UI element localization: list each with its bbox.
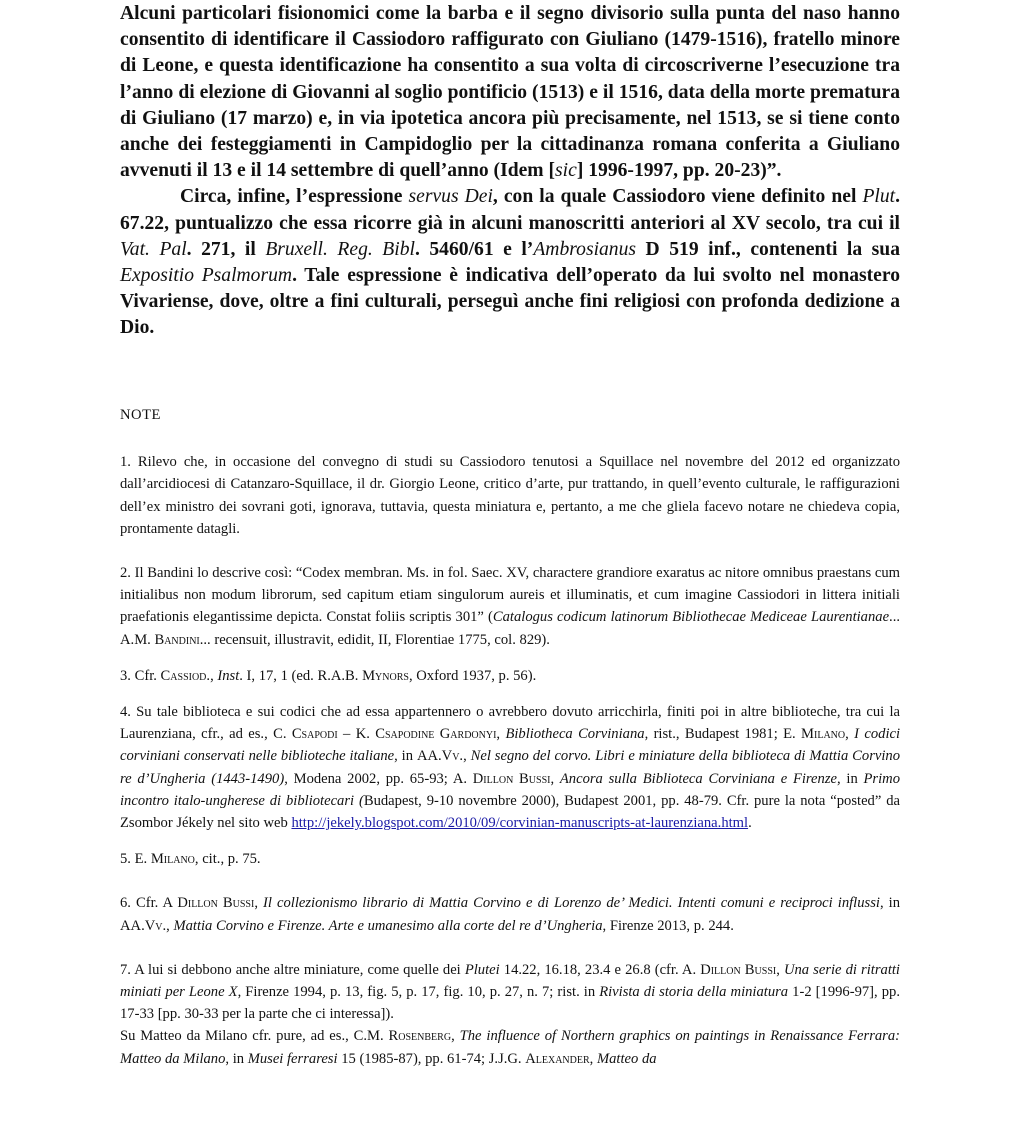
text-span-italic: I codici corviniani conservati nelle biblioteche italiane bbox=[120, 726, 901, 765]
text-span-italic: Il collezionismo librario di Mattia Corvino e di Lorenzo de’ Medici. Intenti comuni e reciproci influssi bbox=[263, 895, 880, 912]
body-text bbox=[120, 1, 900, 342]
text-span: 15 (1985-87), pp. 61-74; J.J.G. bbox=[337, 1050, 526, 1067]
notes-heading: NOTE bbox=[120, 407, 161, 423]
text-span-italic: Plut bbox=[862, 186, 896, 208]
text-span: , con la quale Cassiodoro viene definito nel bbox=[492, 186, 863, 208]
text-span: , rist., Budapest 1981; E. bbox=[644, 726, 802, 743]
text-span-smallcaps: Alexander bbox=[525, 1050, 590, 1067]
text-span-smallcaps: Milano bbox=[150, 851, 195, 868]
text-span: 6. Cfr. A bbox=[120, 895, 178, 912]
text-span-smallcaps: Csapodi bbox=[291, 726, 338, 743]
text-span: 1. Rilevo che, in occasione del convegno di studi su Cassiodoro tenutosi a Squillace nel novembre del 2012 ed organizzato dall’arcidiocesi di Catanzaro-Squillace, il dr. Giorgio Leone, critico d’arte, pur trattando, in quell’evento culturale, le raffigurazioni dell’ex ministro dei sovrani goti, ignorava, tuttavia, questa miniatura e, pertanto, a me che gliela facevo notare ne chiedeva copia, prontamente datagli. bbox=[120, 454, 900, 537]
text-span: Su Matteo da Milano cfr. pure, ad es., C.M. bbox=[120, 1028, 389, 1045]
text-span: , in bbox=[879, 895, 900, 912]
text-span-italic: Vat. Pal bbox=[120, 238, 187, 260]
text-span-smallcaps: Rosenberg bbox=[388, 1028, 452, 1045]
text-span-italic: Expositio Psalmorum bbox=[120, 265, 293, 287]
text-span: , bbox=[451, 1028, 460, 1045]
text-span: , bbox=[463, 748, 471, 765]
text-span: , in bbox=[394, 748, 417, 765]
text-span: ... A.M. bbox=[120, 609, 900, 648]
text-span-smallcaps: AA.Vv. bbox=[416, 748, 464, 765]
text-span-italic: Plutei bbox=[464, 961, 500, 978]
text-span: 2. Il Bandini lo descrive così: “Codex membran. Ms. in fol. Saec. XV, charactere grandiore exaratus ac nitore omnibus praestans cum initialibus non modum librorum, sed capitum etiam singulorum aureis et illuminatis, et cum imagine Cassiodori in littera initiali praefationis elegantissime depicta. Constat foliis scriptis 301” ( bbox=[120, 565, 900, 626]
paragraph-2 bbox=[120, 184, 900, 341]
note-7 bbox=[120, 959, 900, 1026]
text-span: ... recensuit, illustravit, edidit, II, Florentiae 1775, col. 829). bbox=[199, 631, 550, 648]
text-span: , bbox=[589, 1050, 597, 1067]
note-3 bbox=[120, 665, 900, 687]
text-span: ] 1996-1997, pp. 20-23)”. bbox=[576, 160, 782, 182]
text-span: , in bbox=[225, 1050, 248, 1067]
text-span-italic: Primo incontro italo-ungherese di bibliotecari ( bbox=[120, 770, 900, 809]
text-span: , bbox=[496, 726, 506, 743]
text-span-smallcaps: AA.Vv. bbox=[120, 917, 167, 934]
text-span-smallcaps: Dillon Bussi bbox=[177, 895, 255, 912]
text-span-italic: Ancora sulla Biblioteca Corviniana e Firenze bbox=[559, 770, 837, 787]
text-span-italic: Catalogus codicum latinorum Bibliothecae Mediceae Laurentianae bbox=[492, 609, 890, 626]
text-span-italic: Ambrosianus bbox=[533, 238, 637, 260]
text-span-italic: Nel segno del corvo. Libri e miniature della biblioteca di Mattia Corvino re d’Ungheria (1443-1490) bbox=[120, 748, 901, 787]
text-span: , cit., p. 75. bbox=[194, 851, 261, 868]
text-span: 14.22, 16.18, 23.4 e 26.8 (cfr. A. bbox=[499, 961, 701, 978]
text-span: . 5460/61 e l’ bbox=[414, 238, 534, 260]
text-span: , in bbox=[836, 770, 864, 787]
text-span: 3. Cfr. bbox=[120, 667, 161, 684]
text-span: . 67.22, puntualizzo che essa ricorre già in alcuni manoscritti anteriori al XV secolo, tra cui il bbox=[120, 186, 900, 234]
text-span: , bbox=[210, 667, 218, 684]
text-span-italic: Mattia Corvino e Firenze. Arte e umanesimo alla corte del re d’Ungheria bbox=[173, 917, 603, 934]
text-span-italic: Bruxell. Reg. Bibl bbox=[265, 238, 415, 260]
note-6 bbox=[120, 892, 900, 936]
text-span: 5. E. bbox=[120, 851, 151, 868]
note-5 bbox=[120, 848, 900, 870]
text-span: . I, 17, 1 (ed. R.A.B. bbox=[239, 667, 363, 684]
text-span-italic: Rivista di storia della miniatura bbox=[599, 984, 789, 1001]
text-span: . 271, il bbox=[186, 238, 266, 260]
text-span: , Modena 2002, pp. 65-93; A. bbox=[284, 770, 473, 787]
text-span: 7. A lui si debbono anche altre miniature, come quelle dei bbox=[120, 961, 465, 978]
text-span-italic: sic bbox=[555, 160, 577, 182]
text-span-smallcaps: Milano bbox=[801, 726, 846, 743]
text-span-smallcaps: Dillon Bussi bbox=[700, 961, 777, 978]
text-span: , Firenze 2013, p. 244. bbox=[602, 917, 734, 934]
text-span: 1-2 [1996-97], pp. 17-33 [pp. 30-33 per la parte che ci interessa]). bbox=[120, 984, 900, 1023]
text-span: , bbox=[845, 726, 855, 743]
note-1 bbox=[120, 451, 900, 540]
text-span: Alcuni particolari fisionomici come la barba e il segno divisorio sulla punta del naso hanno consentito di identificare il Cassiodoro raffigurato con Giuliano (1479-1516), fratello minore di Leone, e questa identificazione ha consentito a sua volta di circoscriverne l’esecuzione tra l’anno di elezione di Giovanni al soglio pontificio (1513) e il 1516, data della morte prematura di Giuliano (17 marzo) e, in via ipotetica ancora più precisamente, nel 1513, se si tiene conto anche dei festeggiamenti in Campidoglio per la cittadinanza romana conferita a Giuliano avvenuti il 13 e il 14 settembre di quell’anno (Idem [ bbox=[120, 3, 900, 182]
text-span: , bbox=[254, 895, 264, 912]
text-span: , Oxford 1937, p. 56). bbox=[408, 667, 537, 684]
text-span-smallcaps: Bandini bbox=[154, 631, 200, 648]
text-span-italic: Inst bbox=[217, 667, 240, 684]
note-4 bbox=[120, 701, 900, 834]
paragraph-1 bbox=[120, 1, 900, 184]
text-span: . Tale espressione è indicativa dell’operato da lui svolto nel monastero Vivariense, dove, oltre a fini culturali, perseguì anche fini religiosi con profonda dedizione a Dio. bbox=[120, 265, 900, 339]
text-span-smallcaps: Cassiod. bbox=[160, 667, 211, 684]
text-span: , Firenze 1994, p. 13, fig. 5, p. 17, fig. 10, p. 27, n. 7; rist. in bbox=[237, 984, 600, 1001]
text-span-smallcaps: Dillon Bussi bbox=[472, 770, 551, 787]
text-span: , bbox=[550, 770, 560, 787]
text-span-italic: servus Dei bbox=[408, 186, 493, 208]
note-7-continued bbox=[120, 1025, 900, 1069]
text-span-italic: Matteo da bbox=[596, 1050, 657, 1067]
text-span-italic: Musei ferraresi bbox=[247, 1050, 338, 1067]
text-span: Circa, infine, l’espressione bbox=[180, 186, 409, 208]
notes-section bbox=[120, 404, 900, 1084]
text-span: , bbox=[776, 961, 784, 978]
text-span-smallcaps: Csapodine Gardonyi bbox=[375, 726, 497, 743]
note-2 bbox=[120, 562, 900, 651]
text-span-smallcaps: Mynors bbox=[362, 667, 409, 684]
text-span: 4. Su tale biblioteca e sui codici che ad essa appartennero o avrebbero dovuto arricchirla, finiti poi in altre biblioteche, tra cui la Laurenziana, cfr., ad es., C. bbox=[120, 704, 900, 743]
text-span: . bbox=[748, 815, 752, 832]
text-span-italic: Una serie di ritratti miniati per Leone X bbox=[120, 961, 900, 1001]
text-span-italic: Bibliotheca Corviniana bbox=[505, 726, 645, 743]
text-span: Budapest, 9-10 novembre 2000), Budapest 2001, pp. 48-79. Cfr. pure la nota “posted” da Zsombor Jékely nel sito web bbox=[120, 792, 900, 832]
blog-link[interactable]: http://jekely.blogspot.com/2010/09/corvinian-manuscripts-at-laurenziana.html bbox=[291, 815, 749, 832]
text-span: D 519 inf., contenenti la sua bbox=[636, 238, 901, 260]
text-span: – K. bbox=[337, 726, 376, 743]
text-span: , bbox=[166, 917, 174, 934]
text-span-italic: The influence of Northern graphics on paintings in Renaissance Ferrara: Matteo da Milano bbox=[120, 1028, 901, 1067]
